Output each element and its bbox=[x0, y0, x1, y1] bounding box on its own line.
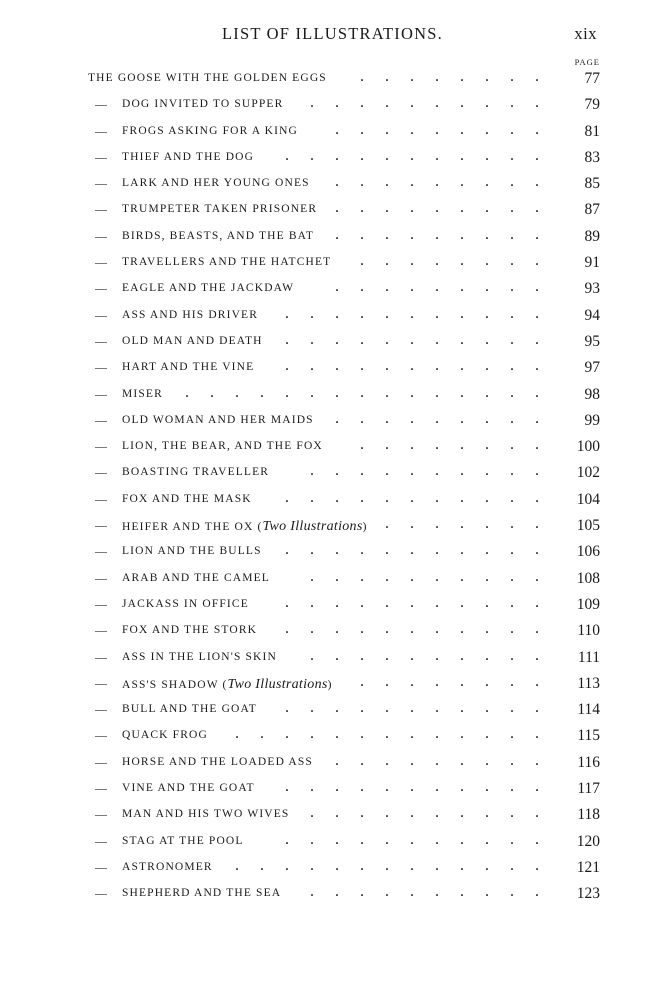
entry-title bbox=[122, 98, 283, 110]
entry-title-after: ) bbox=[327, 678, 333, 691]
entry-dash: — bbox=[95, 386, 107, 401]
entry-title bbox=[122, 177, 310, 189]
entry-dash: — bbox=[95, 307, 107, 322]
list-item bbox=[0, 701, 655, 727]
list-item bbox=[0, 672, 655, 701]
list-item bbox=[0, 543, 655, 569]
dot-leader: ......... bbox=[335, 751, 560, 769]
entry-title-text: MISER bbox=[122, 387, 163, 400]
entry-title bbox=[122, 545, 262, 557]
entry-dash: — bbox=[95, 518, 107, 533]
dot-leader: ......... bbox=[335, 173, 560, 191]
list-item bbox=[0, 120, 655, 149]
entry-title-text: STAG AT THE POOL bbox=[122, 834, 244, 847]
entry-title-text: FOX AND THE STORK bbox=[122, 624, 258, 637]
entry-page-number: 123 bbox=[576, 885, 600, 903]
entry-title-text: ARAB AND THE CAMEL bbox=[122, 571, 270, 584]
entry-title bbox=[122, 361, 254, 373]
entry-page-number: 110 bbox=[577, 622, 600, 640]
entry-dash: — bbox=[95, 781, 107, 796]
entry-title bbox=[122, 388, 163, 400]
entry-page-number: 94 bbox=[584, 306, 600, 324]
entry-page-number: 111 bbox=[577, 648, 600, 666]
entry-page-number: 113 bbox=[577, 674, 600, 692]
entry-dash: — bbox=[95, 833, 107, 848]
entry-dash: — bbox=[95, 649, 107, 664]
list-item bbox=[0, 96, 655, 122]
dot-leader: ........ bbox=[360, 68, 560, 85]
entry-dash: — bbox=[95, 491, 107, 506]
dot-leader: .......... bbox=[310, 883, 560, 901]
dot-leader: ............. bbox=[235, 856, 560, 874]
dot-leader: ........... bbox=[285, 488, 560, 506]
entry-title-text: HART AND THE VINE bbox=[122, 361, 255, 374]
list-item bbox=[0, 856, 655, 885]
entry-dash: — bbox=[95, 123, 107, 138]
entry-page-number: 105 bbox=[576, 517, 600, 535]
list-item bbox=[0, 806, 655, 832]
entry-title-text: LION, THE BEAR, AND THE FOX bbox=[122, 440, 323, 453]
entry-title bbox=[122, 440, 323, 452]
entry-dash: — bbox=[95, 281, 107, 296]
entry-title bbox=[122, 808, 289, 820]
entry-title-italic: Two Illustrations bbox=[227, 676, 328, 692]
list-item bbox=[0, 622, 655, 648]
entry-title bbox=[122, 256, 331, 268]
entry-title bbox=[122, 151, 254, 163]
entry-dash: — bbox=[95, 360, 107, 375]
entry-dash: — bbox=[95, 623, 107, 638]
list-item bbox=[0, 225, 655, 254]
entry-dash: — bbox=[95, 333, 107, 348]
list-item bbox=[0, 567, 655, 596]
entry-title-italic: Two Illustrations bbox=[262, 519, 363, 535]
entry-dash: — bbox=[95, 754, 107, 769]
entry-page-number: 89 bbox=[584, 227, 600, 245]
entry-title-text: OLD WOMAN AND HER MAIDS bbox=[122, 413, 314, 426]
entry-dash: — bbox=[95, 439, 107, 454]
illustration-list bbox=[0, 70, 655, 912]
entry-title bbox=[122, 335, 263, 347]
list-item bbox=[0, 280, 655, 306]
entry-dash: — bbox=[95, 807, 107, 822]
dot-leader: ......... bbox=[335, 225, 560, 243]
entry-title-text: MAN AND HIS TWO WIVES bbox=[122, 808, 290, 821]
entry-page-number: 87 bbox=[584, 201, 600, 219]
entry-title-text: BIRDS, BEASTS, AND THE BAT bbox=[122, 229, 314, 242]
dot-leader: ........... bbox=[285, 830, 560, 848]
entry-title-text: ASS AND HIS DRIVER bbox=[122, 308, 259, 321]
entry-title bbox=[122, 835, 244, 847]
dot-leader: ........... bbox=[285, 304, 560, 322]
entry-title bbox=[88, 72, 327, 84]
entry-page-number: 116 bbox=[577, 753, 600, 771]
dot-leader: ......... bbox=[335, 120, 560, 138]
dot-leader: ............... bbox=[185, 383, 560, 401]
page-number: xix bbox=[574, 24, 597, 43]
entry-title bbox=[122, 230, 314, 242]
list-item bbox=[0, 517, 655, 543]
list-item bbox=[0, 359, 655, 385]
entry-title bbox=[122, 703, 257, 715]
entry-title-text: VINE AND THE GOAT bbox=[122, 782, 255, 795]
list-item bbox=[0, 330, 655, 359]
entry-title-text: BOASTING TRAVELLER bbox=[122, 466, 270, 479]
list-item bbox=[0, 438, 655, 464]
list-item bbox=[0, 885, 655, 911]
entry-page-number: 114 bbox=[577, 701, 600, 719]
entry-dash: — bbox=[95, 176, 107, 191]
entry-page-number: 98 bbox=[584, 385, 600, 403]
list-item bbox=[0, 830, 655, 859]
dot-leader: ........... bbox=[285, 541, 560, 559]
entry-page-number: 121 bbox=[576, 858, 600, 876]
entry-page-number: 118 bbox=[577, 806, 600, 824]
entry-page-number: 97 bbox=[584, 359, 600, 377]
dot-leader: ........... bbox=[285, 620, 560, 638]
entry-title-text: SHEPHERD AND THE SEA bbox=[122, 887, 282, 900]
entry-title bbox=[122, 756, 313, 768]
page-title: LIST OF ILLUSTRATIONS. bbox=[222, 24, 443, 43]
list-item bbox=[0, 175, 655, 201]
entry-title bbox=[122, 309, 258, 321]
list-item bbox=[0, 409, 655, 438]
list-item bbox=[0, 146, 655, 175]
entry-title-text: TRUMPETER TAKEN PRISONER bbox=[122, 203, 318, 216]
entry-title bbox=[122, 624, 257, 636]
entry-title-text: THIEF AND THE DOG bbox=[122, 150, 255, 163]
entry-dash: — bbox=[95, 97, 107, 112]
entry-title bbox=[122, 203, 317, 215]
entry-title-text: ASTRONOMER bbox=[122, 860, 213, 873]
entry-title-text: ASS IN THE LION'S SKIN bbox=[122, 650, 277, 663]
entry-title bbox=[122, 493, 252, 505]
entry-dash: — bbox=[95, 544, 107, 559]
list-item bbox=[0, 70, 655, 96]
dot-leader: .......... bbox=[310, 646, 560, 664]
dot-leader: ........ bbox=[360, 436, 560, 454]
entry-page-number: 91 bbox=[584, 254, 600, 272]
entry-page-number: 120 bbox=[576, 832, 600, 850]
dot-leader: ............. bbox=[235, 725, 560, 743]
dot-leader: ........ bbox=[360, 252, 560, 270]
entry-title-text: FOX AND THE MASK bbox=[122, 492, 252, 505]
dot-leader: ........... bbox=[285, 593, 560, 611]
entry-title-text: OLD MAN AND DEATH bbox=[122, 334, 263, 347]
entry-page-number: 100 bbox=[576, 438, 600, 456]
list-item bbox=[0, 727, 655, 753]
entry-title bbox=[122, 677, 333, 693]
dot-leader: ........... bbox=[285, 330, 560, 348]
entry-title bbox=[122, 729, 208, 741]
entry-dash: — bbox=[95, 859, 107, 874]
list-item bbox=[0, 751, 655, 780]
entry-title-text: QUACK FROG bbox=[122, 729, 208, 742]
entry-dash: — bbox=[95, 675, 107, 690]
entry-title-text: FROGS ASKING FOR A KING bbox=[122, 124, 298, 137]
dot-leader: .......... bbox=[310, 462, 560, 480]
entry-dash: — bbox=[95, 702, 107, 717]
entry-page-number: 83 bbox=[584, 148, 600, 166]
entry-title bbox=[122, 861, 213, 873]
dot-leader: ........ bbox=[360, 672, 560, 690]
entry-title-text: JACKASS IN OFFICE bbox=[122, 597, 249, 610]
list-item bbox=[0, 646, 655, 675]
entry-dash: — bbox=[95, 202, 107, 217]
list-item bbox=[0, 254, 655, 280]
entry-page-number: 115 bbox=[577, 727, 600, 745]
entry-title bbox=[122, 572, 270, 584]
entry-title bbox=[122, 125, 298, 137]
list-item bbox=[0, 593, 655, 622]
dot-leader: .......... bbox=[310, 567, 560, 585]
entry-dash: — bbox=[95, 465, 107, 480]
entry-dash: — bbox=[95, 255, 107, 270]
entry-title bbox=[122, 519, 368, 535]
entry-page-number: 117 bbox=[577, 780, 600, 798]
entry-title-text: THE GOOSE WITH THE GOLDEN EGGS bbox=[88, 72, 327, 84]
entry-title-text: BULL AND THE GOAT bbox=[122, 703, 257, 716]
entry-dash: — bbox=[95, 149, 107, 164]
list-item bbox=[0, 488, 655, 517]
entry-title-text: LION AND THE BULLS bbox=[122, 545, 262, 558]
list-item bbox=[0, 304, 655, 333]
entry-title bbox=[122, 651, 277, 663]
entry-page-number: 108 bbox=[576, 569, 600, 587]
dot-leader: ......... bbox=[335, 409, 560, 427]
dot-leader: ......... bbox=[335, 199, 560, 217]
entry-page-number: 104 bbox=[576, 490, 600, 508]
entry-page-number: 102 bbox=[576, 464, 600, 482]
entry-page-number: 81 bbox=[584, 122, 600, 140]
entry-title bbox=[122, 598, 249, 610]
entry-title bbox=[122, 887, 281, 899]
dot-leader: ....... bbox=[385, 515, 560, 533]
entry-page-number: 99 bbox=[584, 411, 600, 429]
entry-title-after: ) bbox=[362, 521, 368, 534]
running-head bbox=[0, 24, 655, 46]
dot-leader: ........... bbox=[285, 699, 560, 717]
entry-page-number: 95 bbox=[584, 332, 600, 350]
entry-dash: — bbox=[95, 412, 107, 427]
entry-title-text: EAGLE AND THE JACKDAW bbox=[122, 282, 295, 295]
entry-title-text: DOG INVITED TO SUPPER bbox=[122, 98, 284, 111]
entry-title-text: HEIFER AND THE OX ( bbox=[122, 521, 263, 534]
entry-title-text: ASS'S SHADOW ( bbox=[122, 678, 228, 691]
entry-page-number: 79 bbox=[584, 96, 600, 114]
dot-leader: ........... bbox=[285, 146, 560, 164]
list-item bbox=[0, 780, 655, 806]
dot-leader: .......... bbox=[310, 804, 560, 822]
entry-dash: — bbox=[95, 728, 107, 743]
dot-leader: ........... bbox=[285, 778, 560, 796]
entry-title bbox=[122, 782, 255, 794]
list-item bbox=[0, 201, 655, 227]
entry-dash: — bbox=[95, 570, 107, 585]
entry-title-text: LARK AND HER YOUNG ONES bbox=[122, 177, 310, 190]
list-item bbox=[0, 464, 655, 490]
entry-dash: — bbox=[95, 596, 107, 611]
list-item bbox=[0, 383, 655, 412]
dot-leader: ........... bbox=[285, 357, 560, 375]
entry-dash: — bbox=[95, 886, 107, 901]
dot-leader: .......... bbox=[310, 94, 560, 112]
entry-title-text: HORSE AND THE LOADED ASS bbox=[122, 755, 313, 768]
entry-title bbox=[122, 282, 294, 294]
entry-page-number: 77 bbox=[584, 70, 600, 87]
entry-page-number: 93 bbox=[584, 280, 600, 298]
entry-title bbox=[122, 414, 314, 426]
entry-page-number: 106 bbox=[576, 543, 600, 561]
page-column-label: PAGE bbox=[574, 57, 600, 67]
entry-page-number: 85 bbox=[584, 175, 600, 193]
entry-title-text: TRAVELLERS AND THE HATCHET bbox=[122, 256, 332, 269]
entry-dash: — bbox=[95, 228, 107, 243]
entry-page-number: 109 bbox=[576, 595, 600, 613]
entry-title bbox=[122, 466, 269, 478]
dot-leader: ......... bbox=[335, 278, 560, 296]
